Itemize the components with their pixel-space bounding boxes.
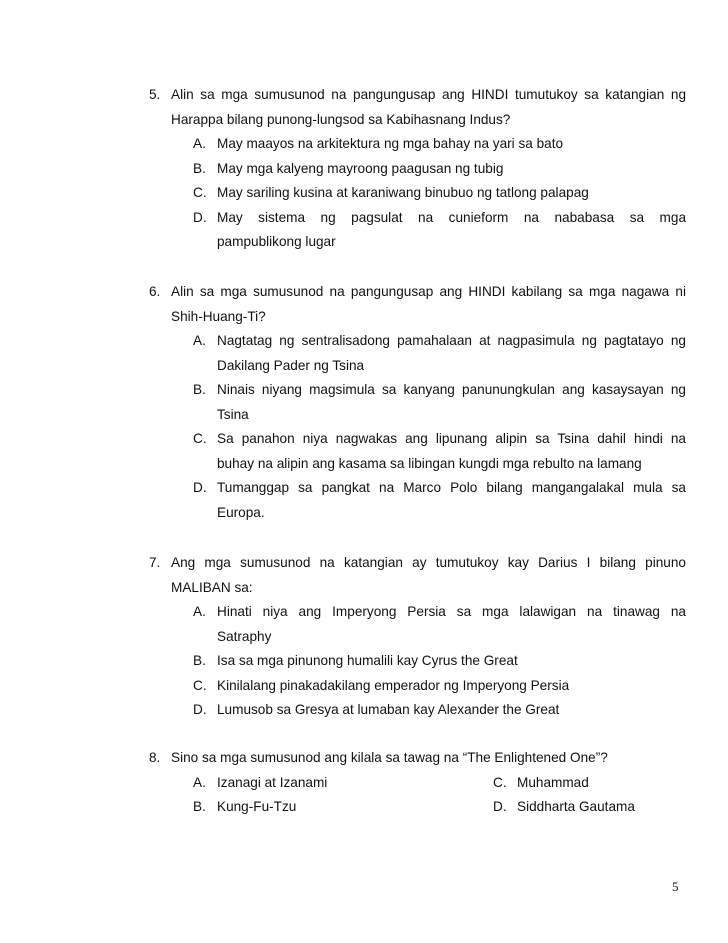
choice-text: Kung-Fu-Tzu <box>217 799 297 814</box>
choice-text: May maayos na arkitektura ng mga bahay na yari sa bato <box>217 136 564 151</box>
question-stem <box>149 83 686 108</box>
choice-text: Tumanggap sa pangkat na Marco Polo bilang mangangalakal mula sa <box>217 480 686 495</box>
question-text: Sino sa mga sumusunod ang kilala sa tawag na “The Enlightened One”? <box>171 750 608 765</box>
choice-letter: A. <box>193 333 206 348</box>
choice-c <box>149 181 686 206</box>
question-number: 5. <box>149 87 161 102</box>
choice-row-2 <box>149 795 686 820</box>
choice-row-1 <box>149 771 686 796</box>
choice-text-continued: Dakilang Pader ng Tsina <box>217 357 365 373</box>
choice-letter: B. <box>193 799 206 814</box>
question-text: Alin sa mga sumusunod na pangungusap ang HINDI tumutukoy sa katangian ng <box>171 87 686 102</box>
choice-text: Kinilalang pinakadakilang emperador ng Imperyong Persia <box>217 677 570 693</box>
choice-letter: D. <box>193 480 207 495</box>
choice-text: Isa sa mga pinunong humalili kay Cyrus the Great <box>217 653 518 668</box>
choice-d <box>149 698 686 723</box>
choice-letter: C. <box>193 431 207 446</box>
choice-letter: D. <box>193 702 207 717</box>
choice-letter: D. <box>193 209 207 225</box>
choice-letter: B. <box>193 653 206 668</box>
choice-letter: C. <box>193 185 207 200</box>
choice-letter: D. <box>493 799 507 814</box>
choice-letter: A. <box>193 136 206 151</box>
choice-text: Siddharta Gautama <box>517 799 635 814</box>
question-stem <box>149 746 686 771</box>
question-text-continued: Shih-Huang-Ti? <box>171 308 266 324</box>
choice-a <box>193 771 493 796</box>
choice-d <box>493 795 635 820</box>
question-stem <box>149 280 686 305</box>
question-number: 8. <box>149 750 161 765</box>
choice-a <box>149 600 686 649</box>
choice-d <box>149 206 686 255</box>
choice-letter: C. <box>493 774 507 790</box>
question-stem <box>149 551 686 576</box>
choice-text-continued: Europa. <box>217 504 265 520</box>
question-text: Ang mga sumusunod na katangian ay tumutukoy kay Darius I bilang pinuno <box>171 555 686 570</box>
choice-letter: B. <box>193 382 206 397</box>
choice-text-continued: Tsina <box>217 406 249 422</box>
choice-text-continued: Satraphy <box>217 628 272 644</box>
choice-a <box>149 329 686 378</box>
page-number: 5 <box>672 879 679 894</box>
question-text: Alin sa mga sumusunod na pangungusap ang HINDI kabilang sa mga nagawa ni <box>171 284 686 299</box>
question-number: 7. <box>149 555 161 570</box>
choice-b <box>193 795 493 820</box>
choice-c <box>493 771 589 796</box>
choice-text: Hinati niya ang Imperyong Persia sa mga lalawigan na tinawag na <box>217 604 686 619</box>
question-text-continued: Harappa bilang punong-lungsod sa Kabihasnang Indus? <box>171 111 511 127</box>
choice-text: Sa panahon niya nagwakas ang lipunang alipin sa Tsina dahil hindi na <box>217 431 686 446</box>
question-8 <box>149 746 686 820</box>
question-5 <box>149 83 686 255</box>
choice-text: Ninais niyang magsimula sa kanyang panunungkulan ang kasaysayan ng <box>217 382 686 397</box>
choice-letter: A. <box>193 774 206 790</box>
question-6 <box>149 280 686 525</box>
choice-b <box>149 378 686 427</box>
choice-text-continued: buhay na alipin ang kasama sa libingan kungdi mga rebulto na lamang <box>217 455 642 471</box>
choice-text: Nagtatag ng sentralisadong pamahalaan at nagpasimula ng pagtatayo ng <box>217 333 686 348</box>
question-number: 6. <box>149 284 161 299</box>
choice-text: Lumusob sa Gresya at lumaban kay Alexander the Great <box>217 702 560 717</box>
choice-text: May mga kalyeng mayroong paagusan ng tubig <box>217 160 504 176</box>
choice-c <box>149 427 686 476</box>
choice-text: May sariling kusina at karaniwang binubuo ng tatlong palapag <box>217 185 589 200</box>
choice-d <box>149 476 686 525</box>
choice-text: Muhammad <box>517 774 589 790</box>
choice-c <box>149 674 686 699</box>
choice-text: May sistema ng pagsulat na cunieform na nababasa sa mga <box>217 209 686 225</box>
question-7 <box>149 551 686 723</box>
choice-b <box>149 649 686 674</box>
choice-b <box>149 157 686 182</box>
choice-a <box>149 132 686 157</box>
question-text-continued: MALIBAN sa: <box>171 579 253 595</box>
choice-letter: C. <box>193 677 207 693</box>
choice-letter: B. <box>193 160 206 176</box>
choice-letter: A. <box>193 604 206 619</box>
choice-text-continued: pampublikong lugar <box>217 234 336 249</box>
choice-text: Izanagi at Izanami <box>217 774 328 790</box>
